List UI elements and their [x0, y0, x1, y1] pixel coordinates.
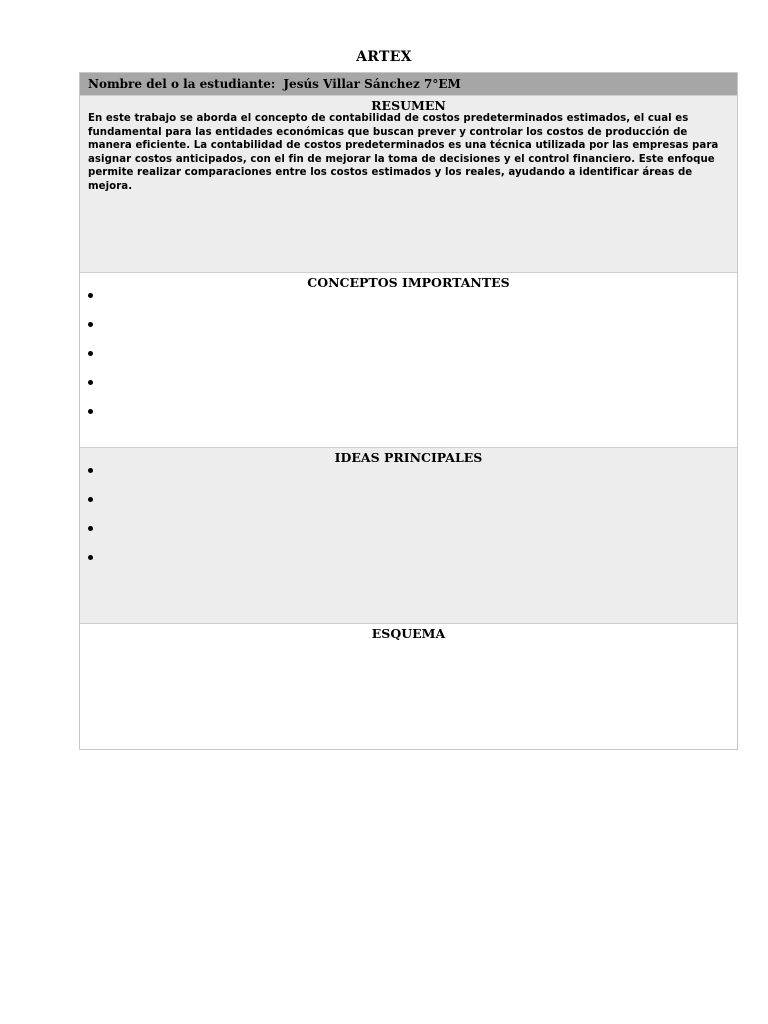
- conceptos-list: [80, 291, 737, 436]
- esquema-section: [80, 624, 737, 749]
- bullet-icon: [88, 526, 93, 531]
- conceptos-list-item: [88, 407, 737, 436]
- conceptos-list-item: [88, 349, 737, 378]
- resumen-text: En este trabajo se aborda el concepto de contabilidad de costos predeterminados estimados, el cual es fundamental para las entidades económicas que buscan prever y controlar los costos de producción de manera eficiente. La contabilidad de costos predeterminados es una técnica utilizada por las empresas para asignar costos anticipados, con el fin de mejorar la toma de decisiones y el control financiero. Este enfoque permite realizar comparaciones entre los costos estimados y los reales, ayudando a identificar áreas de mejora.: [88, 113, 719, 192]
- resumen-section: [80, 96, 737, 273]
- ideas-section: [80, 448, 737, 624]
- ideas-heading: IDEAS PRINCIPALES: [334, 450, 483, 465]
- bullet-icon: [88, 351, 93, 356]
- conceptos-section: [80, 273, 737, 448]
- student-name-value: Jesús Villar Sánchez 7°EM: [283, 77, 461, 91]
- conceptos-list-item: [88, 378, 737, 407]
- student-name-label: Nombre del o la estudiante:: [88, 77, 276, 91]
- conceptos-list-item: [88, 320, 737, 349]
- ideas-list-item: [88, 553, 737, 582]
- student-name-row: [80, 73, 737, 96]
- esquema-heading: ESQUEMA: [371, 626, 446, 641]
- conceptos-heading: CONCEPTOS IMPORTANTES: [307, 275, 510, 290]
- bullet-icon: [88, 468, 93, 473]
- form-table: [79, 72, 738, 750]
- ideas-list-item: [88, 495, 737, 524]
- bullet-icon: [88, 322, 93, 327]
- conceptos-list-item: [88, 291, 737, 320]
- document-title: ARTEX: [356, 49, 412, 65]
- ideas-list: [80, 466, 737, 582]
- ideas-list-item: [88, 466, 737, 495]
- bullet-icon: [88, 409, 93, 414]
- ideas-list-item: [88, 524, 737, 553]
- bullet-icon: [88, 293, 93, 298]
- bullet-icon: [88, 555, 93, 560]
- bullet-icon: [88, 380, 93, 385]
- resumen-heading: RESUMEN: [371, 98, 446, 113]
- bullet-icon: [88, 497, 93, 502]
